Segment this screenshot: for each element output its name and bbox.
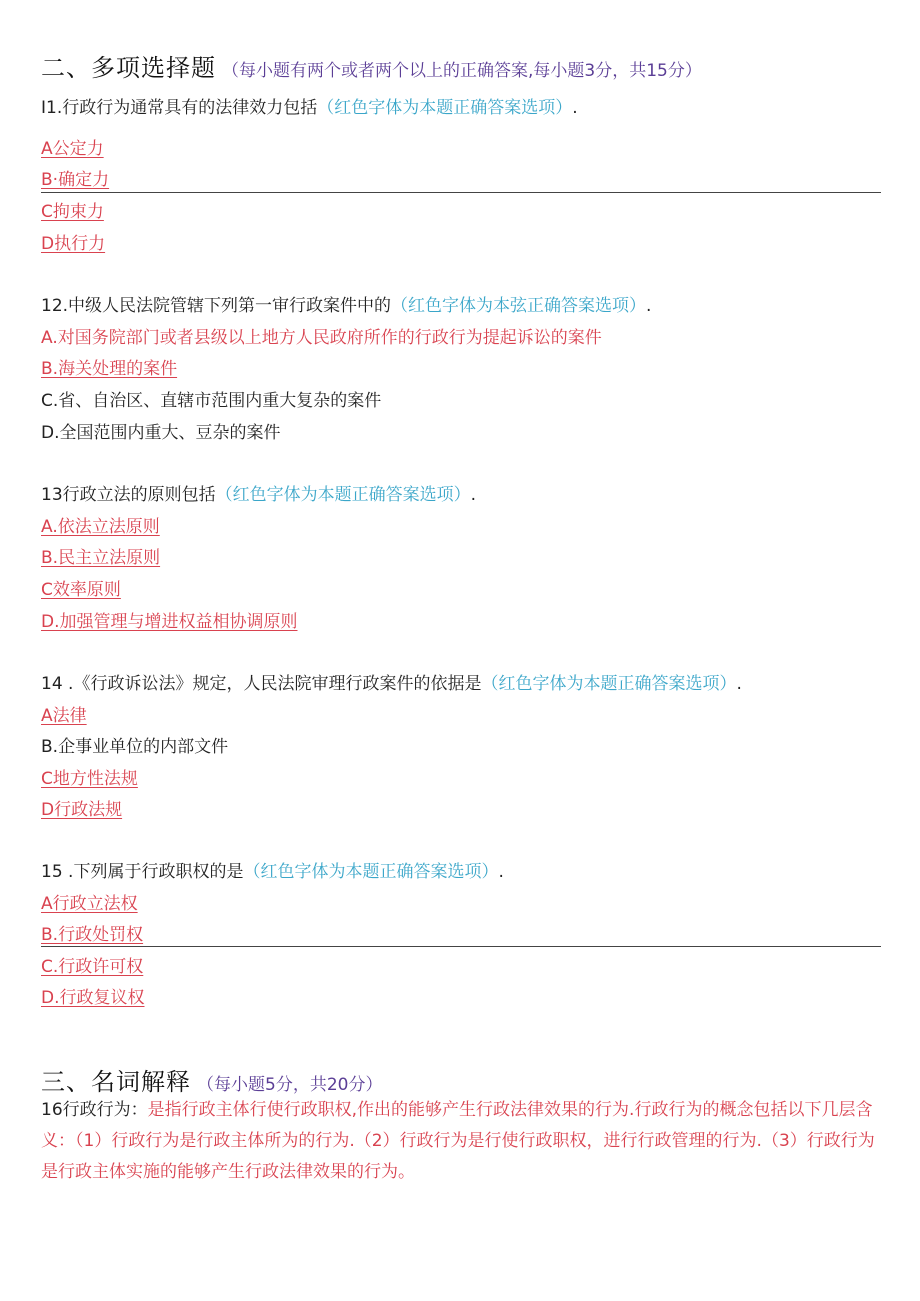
question-tail: . <box>646 296 652 316</box>
option-item <box>41 136 104 162</box>
question-tail: . <box>498 862 504 882</box>
divider-line <box>41 192 881 193</box>
question-text: I1.行政行为通常具有的法律效力包括 <box>41 98 318 118</box>
correct-option: A行政立法权 <box>41 894 138 914</box>
option-item <box>41 985 145 1011</box>
section-title: 二、多项选择题 <box>41 54 216 82</box>
option-item <box>41 325 602 351</box>
correct-option: B.海关处理的案件 <box>41 359 178 379</box>
definition-paragraph <box>41 1095 876 1188</box>
question-text: 12.中级人民法院管辖下列第一审行政案件中的 <box>41 296 392 316</box>
section-title: 三、名词解释 <box>41 1068 191 1096</box>
question-text: 13行政立法的原则包括 <box>41 485 216 505</box>
correct-option: A法律 <box>41 706 87 726</box>
correct-option: A公定力 <box>41 139 104 159</box>
incorrect-option: D.全国范围内重大、豆杂的案件 <box>41 423 281 443</box>
question-text: 14 .《行政诉讼法》规定，人民法院审理行政案件的依据是 <box>41 674 482 694</box>
correct-option: C.行政许可权 <box>41 957 144 977</box>
section-scoring-note: （每小题有两个或者两个以上的正确答案,每小题3分，共15分） <box>222 61 702 81</box>
option-item <box>41 231 105 257</box>
option-item <box>41 167 109 193</box>
divider-line <box>41 946 881 947</box>
option-item <box>41 420 281 446</box>
question-tail: . <box>470 485 477 505</box>
correct-option: A.对国务院部门或者县级以上地方人民政府所作的行政行为提起诉讼的案件 <box>41 328 602 348</box>
option-item <box>41 954 143 980</box>
question-text: 15 .下列属于行政职权的是 <box>41 862 244 882</box>
option-item <box>41 922 143 948</box>
correct-option: B.行政处罚权 <box>41 925 144 945</box>
correct-option: D.行政复议权 <box>41 988 145 1008</box>
answer-hint: （红色字体为本题正确答案选项） <box>317 98 573 118</box>
option-item <box>41 891 138 917</box>
question-tail: . <box>572 98 578 118</box>
option-item <box>41 514 160 540</box>
correct-option: D执行力 <box>41 234 106 254</box>
answer-hint: （红色字体为本题正确答案选项） <box>481 674 737 694</box>
answer-hint: （红色字体为本弦正确答案选项） <box>391 296 647 316</box>
correct-option: A.依法立法原则 <box>41 517 160 537</box>
section-heading-multiple-choice <box>41 48 702 83</box>
definition-answer: 是指行政主体行使行政职权,作出的能够产生行政法律效果的行为.行政行为的概念包括以下几层含义：（1）行政行为是行政主体所为的行为.（2）行政行为是行使行政职权，进行行政管理的行为.（3）行政行为是行政主体实施的能够产生行政法律效果的行为。 <box>41 1100 875 1182</box>
option-item <box>41 577 121 603</box>
correct-option: C拘束力 <box>41 202 104 222</box>
question-stem <box>41 859 504 885</box>
correct-option: C效率原则 <box>41 580 121 600</box>
correct-option: B.民主立法原则 <box>41 548 161 568</box>
definition-term: 16行政行为： <box>41 1100 148 1120</box>
option-item <box>41 356 177 382</box>
question-tail: . <box>736 674 742 694</box>
option-item <box>41 734 228 760</box>
incorrect-option: B.企事业单位的内部文件 <box>41 737 229 757</box>
answer-hint: （红色字体为本题正确答案选项） <box>215 485 471 505</box>
option-item <box>41 766 138 792</box>
incorrect-option: C.省、自治区、直辖市范围内重大复杂的案件 <box>41 391 382 411</box>
option-item <box>41 797 122 823</box>
correct-option: B·确定力 <box>41 170 110 190</box>
section-heading-term-definition <box>41 1062 382 1097</box>
question-stem <box>41 293 651 319</box>
option-item <box>41 609 298 635</box>
option-item <box>41 703 87 729</box>
question-stem <box>41 95 578 121</box>
section-scoring-note: （每小题5分，共20分） <box>197 1075 383 1095</box>
option-item <box>41 199 104 225</box>
correct-option: D行政法规 <box>41 800 123 820</box>
correct-option: C地方性法规 <box>41 769 138 789</box>
correct-option: D.加强管理与增进权益相协调原则 <box>41 612 298 632</box>
answer-hint: （红色字体为本题正确答案选项） <box>243 862 499 882</box>
option-item <box>41 388 381 414</box>
question-stem <box>41 671 742 697</box>
option-item <box>41 545 160 571</box>
question-stem <box>41 482 476 508</box>
